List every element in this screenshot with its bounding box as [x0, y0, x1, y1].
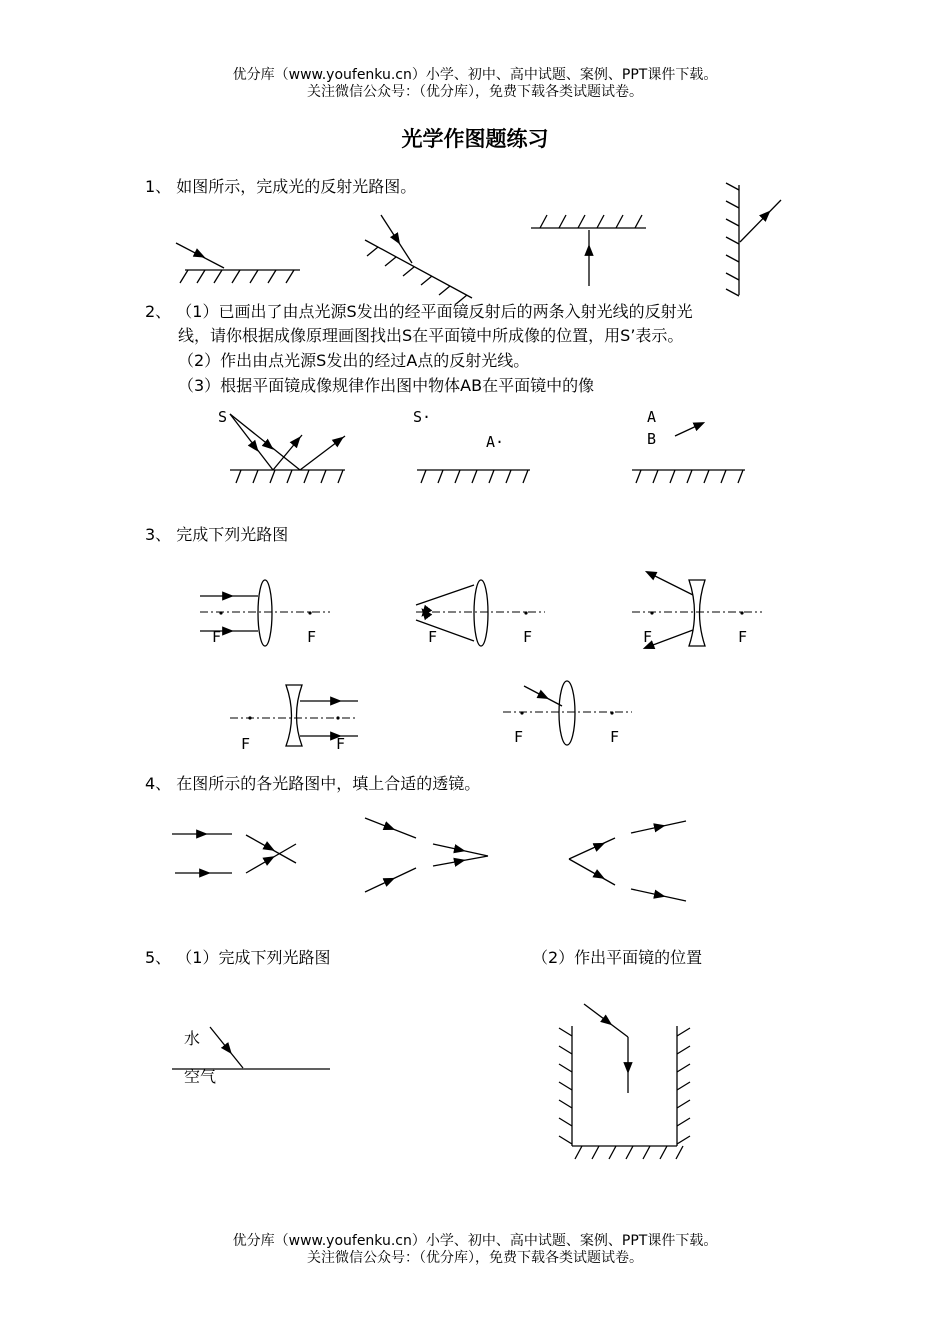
- incident-ray: [210, 1027, 243, 1068]
- label-object-b: B: [647, 430, 657, 448]
- incident-ray: [365, 868, 416, 892]
- q3-concave-lens-2: [230, 685, 358, 746]
- label-focus: F: [307, 628, 317, 646]
- incident-ray: [176, 243, 224, 268]
- arrow: [296, 441, 297, 442]
- left-wall-hatch: [559, 1028, 572, 1144]
- arrow: [396, 238, 397, 240]
- q3-concave-lens-1: [632, 572, 762, 648]
- label-focus: F: [523, 628, 533, 646]
- incident-ray-2: [230, 414, 300, 470]
- label-air: 空气: [184, 1067, 217, 1086]
- label-source-s-dot: S·: [413, 408, 432, 426]
- question-1: 1、 如图所示，完成光的反射光路图。: [145, 177, 417, 196]
- q3-convex-lens-1: [200, 580, 330, 646]
- arrow: [198, 254, 200, 255]
- page-title: 光学作图题练习: [401, 127, 549, 151]
- label-object-a: A: [647, 408, 657, 426]
- q3-convex-lens-3: [503, 681, 632, 745]
- arrow: [388, 827, 390, 828]
- convex-lens: [474, 580, 488, 646]
- mirror-hatch: [236, 470, 343, 483]
- q5-mirror-box-figure: [559, 1004, 690, 1159]
- label-point-a-dot: A·: [486, 433, 505, 451]
- question-2-part-2: （2）作出由点光源S发出的经过A点的反射光线。: [178, 351, 530, 370]
- focus-dot: [336, 716, 339, 719]
- focus-dot: [610, 711, 613, 714]
- right-wall-hatch: [677, 1028, 690, 1144]
- arrow: [268, 859, 270, 860]
- arrow: [542, 696, 544, 697]
- emergent-ray: [433, 856, 488, 866]
- ray: [647, 572, 693, 595]
- focus-dot: [650, 611, 653, 614]
- focus-dot: [524, 611, 527, 614]
- incident-ray: [569, 859, 615, 885]
- question-3: 3、 完成下列光路图: [145, 525, 289, 544]
- q1-figure-3: [531, 215, 646, 286]
- question-2-part-1a: 2、 （1）已画出了由点光源S发出的经平面镜反射后的两条入射光线的反射光: [145, 302, 693, 321]
- arrow: [648, 646, 650, 647]
- arrow: [698, 425, 700, 426]
- label-focus: F: [514, 728, 524, 746]
- q4-figure-2: [365, 818, 488, 892]
- arrow: [268, 445, 269, 446]
- focus-dot: [248, 716, 251, 719]
- ray: [416, 585, 474, 605]
- incident-ray: [569, 838, 615, 859]
- label-focus: F: [336, 735, 346, 753]
- label-focus: F: [610, 728, 620, 746]
- question-5-part-2: （2）作出平面镜的位置: [532, 948, 703, 967]
- label-focus: F: [738, 628, 748, 646]
- focus-dot: [740, 611, 743, 614]
- question-5-part-1: 5、 （1）完成下列光路图: [145, 948, 331, 967]
- mirror-hatch: [540, 215, 642, 228]
- ray: [645, 630, 693, 648]
- label-source-s: S: [218, 408, 228, 426]
- arrow: [338, 440, 339, 441]
- q1-figure-4: [726, 183, 781, 296]
- mirror-hatch: [726, 183, 739, 296]
- mirror: [365, 240, 472, 298]
- label-focus: F: [241, 735, 251, 753]
- concave-lens: [689, 580, 705, 646]
- q1-figure-1: [176, 243, 300, 283]
- q2-figure-1: [230, 414, 345, 483]
- bottom-wall-hatch: [575, 1146, 683, 1159]
- mirror-hatch: [367, 247, 467, 304]
- footer-line-1: 优分库（www.youfenku.cn）小学、初中、高中试题、案例、PPT课件下载。: [232, 1233, 718, 1249]
- arrow: [388, 880, 390, 881]
- label-water: 水: [184, 1029, 201, 1048]
- mirror-hatch: [421, 470, 528, 483]
- question-2-part-1b: 线，请你根据成像原理画图找出S在平面镜中所成像的位置，用S’表示。: [178, 326, 684, 345]
- arrow: [598, 875, 600, 876]
- convex-lens: [258, 580, 272, 646]
- arrow: [425, 611, 426, 612]
- header-line-1: 优分库（www.youfenku.cn）小学、初中、高中试题、案例、PPT课件下载。: [232, 67, 718, 83]
- footer-line-2: 关注微信公众号：（优分库），免费下载各类试题试卷。: [307, 1250, 643, 1266]
- arrow: [425, 613, 426, 614]
- q3-convex-lens-2: [416, 580, 545, 646]
- label-focus: F: [212, 628, 222, 646]
- mirror-hatch: [180, 270, 294, 283]
- header-line-2: 关注微信公众号：（优分库），免费下载各类试题试卷。: [307, 84, 643, 100]
- label-focus: F: [643, 628, 653, 646]
- focus-dot: [219, 611, 222, 614]
- incident-ray-1: [230, 414, 273, 470]
- convex-lens: [559, 681, 575, 745]
- focus-dot: [520, 711, 523, 714]
- emergent-ray: [433, 844, 488, 856]
- arrow: [254, 446, 255, 447]
- q4-figure-3: [569, 821, 686, 901]
- ray: [416, 620, 474, 641]
- arrow: [268, 847, 270, 848]
- q4-figure-1: [172, 834, 296, 873]
- mirror-hatch: [636, 470, 743, 483]
- label-focus: F: [428, 628, 438, 646]
- q2-figure-3: [632, 423, 745, 483]
- q2-figure-2: [417, 470, 530, 483]
- q1-figure-2: [365, 215, 472, 304]
- question-2-part-3: （3）根据平面镜成像规律作出图中物体AB在平面镜中的像: [178, 376, 595, 395]
- question-4: 4、 在图所示的各光路图中，填上合适的透镜。: [145, 774, 481, 793]
- incident-ray: [365, 818, 416, 838]
- arrow: [650, 574, 652, 575]
- q5-refraction-figure: [172, 1027, 330, 1069]
- reflected-ray: [740, 200, 781, 242]
- arrow: [606, 1021, 608, 1022]
- concave-lens: [286, 685, 302, 746]
- focus-dot: [308, 611, 311, 614]
- arrow: [598, 845, 600, 846]
